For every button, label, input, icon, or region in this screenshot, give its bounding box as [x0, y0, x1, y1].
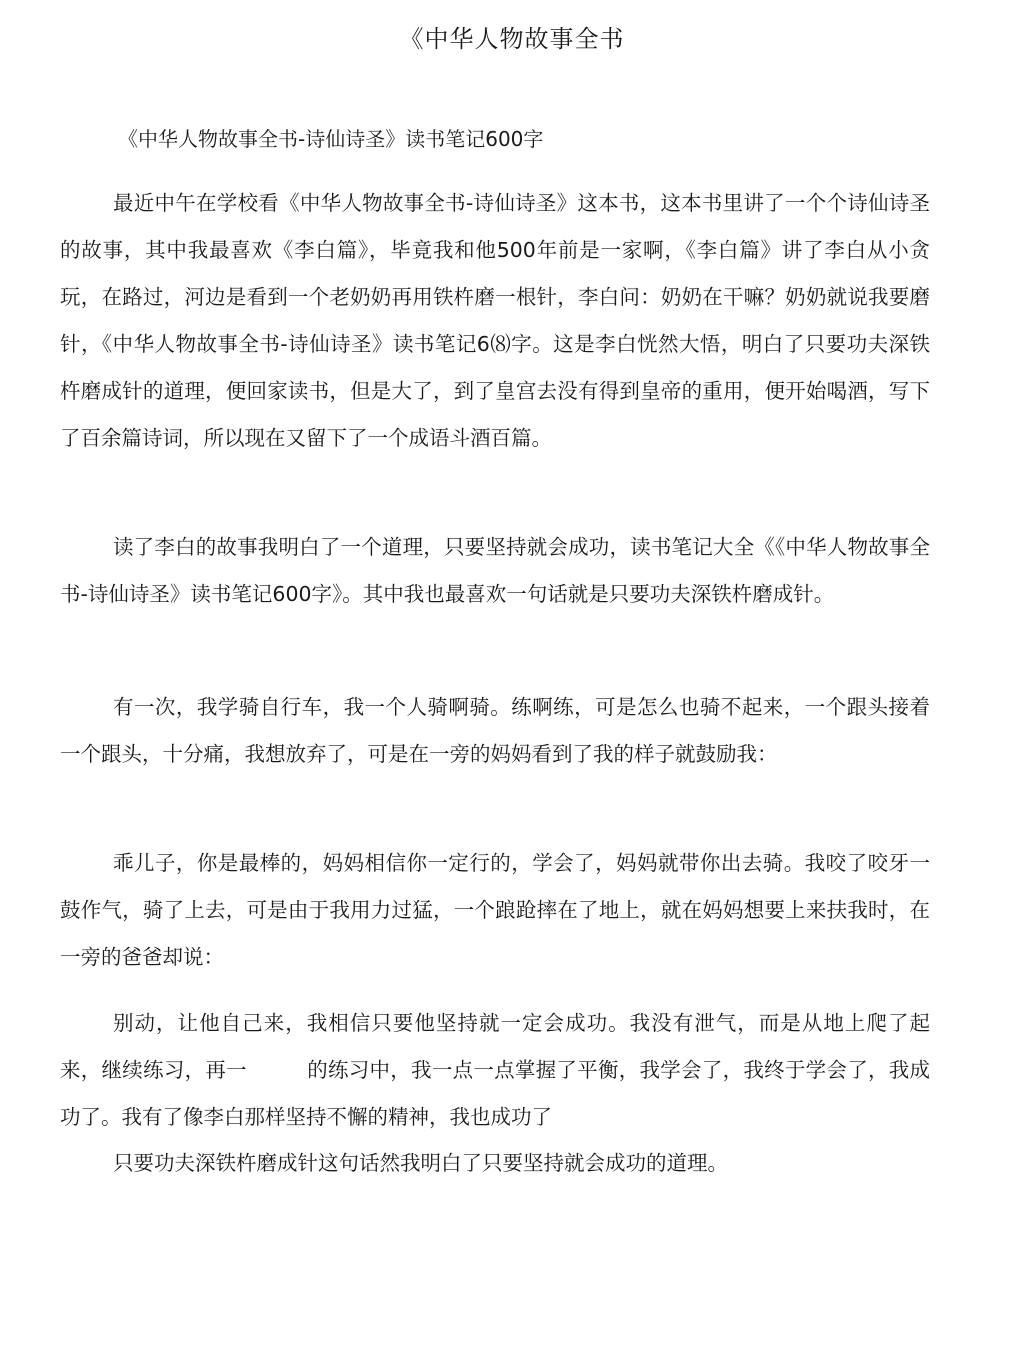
document-title: 《中华人物故事全书 — [399, 25, 625, 53]
paragraph-5-after-gap: 的练习中，我一点一点掌握了平衡，我学会了，我终于学会了，我成功了。我有了像李白那样坚持不懈的精神，我也成功了 — [60, 1058, 931, 1129]
paragraph-1: 最近中午在学校看《中华人物故事全书-诗仙诗圣》这本书，这本书里讲了一个个诗仙诗圣的故事，其中我最喜欢《李白篇》，毕竟我和他500年前是一家啊，《李白篇》讲了李白从小贪玩，在路过，河边是看到一个老奶奶再用铁杵磨一根针，李白问：奶奶在干嘛？奶奶就说我要磨针，《中华人物故事全书-诗仙诗圣》读书笔记6⑻字。这是李白恍然大悟，明白了只要功夫深铁杵磨成针的道理，便回家读书，但是大了，到了皇宫去没有得到皇帝的重用，便开始喝酒，写下了百余篇诗词，所以现在又留下了一个成语斗酒百篇。 — [60, 191, 930, 450]
paragraph-6: 只要功夫深铁杵磨成针这句话然我明白了只要坚持就会成功的道理。 — [113, 1151, 728, 1175]
paragraph-5 — [60, 1000, 930, 1141]
paragraph-5-before-gap: 别动，让他自己来，我相信只要他坚持就一定会成功。我没有泄气，而是从地上爬了起来，继续练习，再一 — [60, 1011, 930, 1082]
document-subtitle: 《中华人物故事全书-诗仙诗圣》读书笔记600字 — [118, 127, 544, 151]
paragraph-3: 有一次，我学骑自行车，我一个人骑啊骑。练啊练，可是怎么也骑不起来，一个跟头接着一个跟头，十分痛，我想放弃了，可是在一旁的妈妈看到了我的样子就鼓励我： — [60, 695, 930, 766]
paragraph-2: 读了李白的故事我明白了一个道理，只要坚持就会成功，读书笔记大全《《中华人物故事全书-诗仙诗圣》读书笔记600字》。其中我也最喜欢一句话就是只要功夫深铁杵磨成针。 — [60, 535, 930, 606]
paragraph-4: 乖儿子，你是最棒的，妈妈相信你一定行的，学会了，妈妈就带你出去骑。我咬了咬牙一鼓作气，骑了上去，可是由于我用力过猛，一个踉跄摔在了地上，就在妈妈想要上来扶我时，在一旁的爸爸却说： — [60, 851, 930, 969]
